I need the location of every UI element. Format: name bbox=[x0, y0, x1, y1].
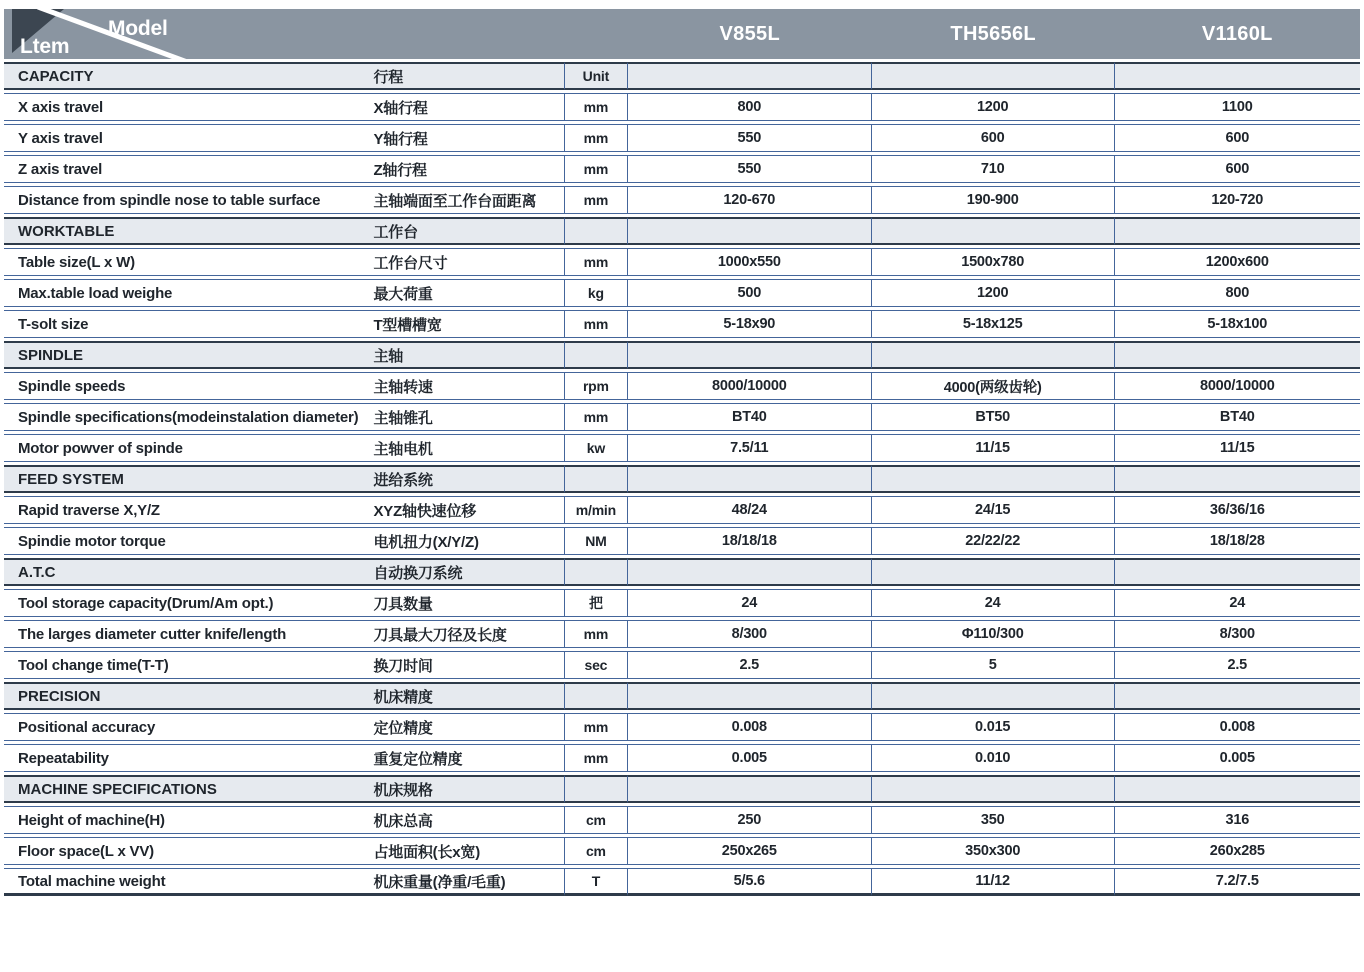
corner-item-label: Ltem bbox=[20, 35, 70, 58]
spec-name-en: Distance from spindle nose to table surface bbox=[4, 186, 371, 214]
spec-name-zh: 主轴锥孔 bbox=[371, 403, 564, 431]
spec-unit: mm bbox=[564, 186, 628, 214]
section-title-zh: 主轴 bbox=[371, 341, 564, 369]
spec-value: 2.5 bbox=[628, 651, 872, 679]
section-empty-cell bbox=[872, 682, 1115, 710]
spec-value: 8/300 bbox=[1115, 620, 1360, 648]
spec-row bbox=[4, 620, 1360, 648]
spec-row bbox=[4, 713, 1360, 741]
spec-row bbox=[4, 403, 1360, 431]
spec-value: 250x265 bbox=[628, 837, 872, 865]
spec-name-en: The larges diameter cutter knife/length bbox=[4, 620, 371, 648]
spec-value: 316 bbox=[1115, 806, 1360, 834]
section-title-zh: 进给系统 bbox=[371, 465, 564, 493]
section-empty-cell bbox=[628, 558, 872, 586]
spec-name-zh: 刀具最大刀径及长度 bbox=[371, 620, 564, 648]
model-column-header-2: TH5656L bbox=[872, 9, 1115, 59]
spec-value: 11/15 bbox=[1115, 434, 1360, 462]
spec-row bbox=[4, 434, 1360, 462]
spec-unit: rpm bbox=[564, 372, 628, 400]
spec-value: 800 bbox=[1115, 279, 1360, 307]
spec-name-zh: 主轴端面至工作台面距离 bbox=[371, 186, 564, 214]
spec-unit: T bbox=[564, 868, 628, 896]
spec-name-en: Table size(L x W) bbox=[4, 248, 371, 276]
spec-name-en: Spindle specifications(modeinstalation diameter) bbox=[4, 403, 371, 431]
spec-value: 1200 bbox=[872, 93, 1115, 121]
spec-name-zh: 重复定位精度 bbox=[371, 744, 564, 772]
section-empty-cell bbox=[872, 775, 1115, 803]
section-unit-label bbox=[564, 341, 628, 369]
spec-value: 1000x550 bbox=[628, 248, 872, 276]
section-empty-cell bbox=[1115, 558, 1360, 586]
spec-value: 36/36/16 bbox=[1115, 496, 1360, 524]
spec-name-zh: 机床重量(净重/毛重) bbox=[371, 868, 564, 896]
spec-value: 1200 bbox=[872, 279, 1115, 307]
spec-row bbox=[4, 372, 1360, 400]
spec-row bbox=[4, 248, 1360, 276]
spec-row bbox=[4, 589, 1360, 617]
section-empty-cell bbox=[872, 465, 1115, 493]
spec-value: 500 bbox=[628, 279, 872, 307]
section-empty-cell bbox=[1115, 341, 1360, 369]
spec-name-en: Tool change time(T-T) bbox=[4, 651, 371, 679]
spec-unit: kg bbox=[564, 279, 628, 307]
spec-value: 600 bbox=[1115, 124, 1360, 152]
spec-unit: m/min bbox=[564, 496, 628, 524]
spec-value: 710 bbox=[872, 155, 1115, 183]
section-title-zh: 工作台 bbox=[371, 217, 564, 245]
spec-unit: mm bbox=[564, 713, 628, 741]
spec-value: 7.5/11 bbox=[628, 434, 872, 462]
spec-name-zh: 刀具数量 bbox=[371, 589, 564, 617]
spec-unit: mm bbox=[564, 310, 628, 338]
spec-unit: kw bbox=[564, 434, 628, 462]
spec-value: 0.005 bbox=[628, 744, 872, 772]
spec-name-zh: 工作台尺寸 bbox=[371, 248, 564, 276]
spec-unit: cm bbox=[564, 837, 628, 865]
spec-name-en: Height of machine(H) bbox=[4, 806, 371, 834]
spec-value: 550 bbox=[628, 155, 872, 183]
spec-value: 5-18x100 bbox=[1115, 310, 1360, 338]
spec-value: 0.008 bbox=[628, 713, 872, 741]
spec-name-zh: 电机扭力(X/Y/Z) bbox=[371, 527, 564, 555]
spec-value: 600 bbox=[872, 124, 1115, 152]
spec-name-zh: XYZ轴快速位移 bbox=[371, 496, 564, 524]
spec-value: 18/18/18 bbox=[628, 527, 872, 555]
spec-name-en: Floor space(L x VV) bbox=[4, 837, 371, 865]
section-empty-cell bbox=[1115, 465, 1360, 493]
spec-value: 120-670 bbox=[628, 186, 872, 214]
spec-row bbox=[4, 155, 1360, 183]
model-column-header-1: V855L bbox=[628, 9, 872, 59]
section-title-en: SPINDLE bbox=[4, 341, 371, 369]
spec-value: 120-720 bbox=[1115, 186, 1360, 214]
spec-value: 8/300 bbox=[628, 620, 872, 648]
section-unit-label: Unit bbox=[564, 62, 628, 90]
section-title-en: MACHINE SPECIFICATIONS bbox=[4, 775, 371, 803]
spec-value: 350 bbox=[872, 806, 1115, 834]
section-header-row bbox=[4, 775, 1360, 803]
spec-unit: mm bbox=[564, 248, 628, 276]
spec-name-en: Z axis travel bbox=[4, 155, 371, 183]
machine-spec-table bbox=[4, 6, 1360, 899]
section-unit-label bbox=[564, 465, 628, 493]
spec-name-zh: Y轴行程 bbox=[371, 124, 564, 152]
section-empty-cell bbox=[872, 217, 1115, 245]
spec-unit: mm bbox=[564, 403, 628, 431]
spec-value: Φ110/300 bbox=[872, 620, 1115, 648]
section-title-zh: 行程 bbox=[371, 62, 564, 90]
spec-value: 5 bbox=[872, 651, 1115, 679]
spec-value: 0.010 bbox=[872, 744, 1115, 772]
spec-value: 250 bbox=[628, 806, 872, 834]
section-empty-cell bbox=[1115, 682, 1360, 710]
spec-name-zh: 换刀时间 bbox=[371, 651, 564, 679]
spec-name-zh: 主轴转速 bbox=[371, 372, 564, 400]
spec-name-en: Motor powver of spinde bbox=[4, 434, 371, 462]
spec-value: 1500x780 bbox=[872, 248, 1115, 276]
spec-value: 5/5.6 bbox=[628, 868, 872, 896]
spec-row bbox=[4, 310, 1360, 338]
spec-row bbox=[4, 93, 1360, 121]
section-unit-label bbox=[564, 217, 628, 245]
spec-value: 0.015 bbox=[872, 713, 1115, 741]
section-title-en: A.T.C bbox=[4, 558, 371, 586]
section-title-zh: 机床精度 bbox=[371, 682, 564, 710]
spec-value: 2.5 bbox=[1115, 651, 1360, 679]
spec-name-en: X axis travel bbox=[4, 93, 371, 121]
spec-row bbox=[4, 279, 1360, 307]
spec-name-zh: 主轴电机 bbox=[371, 434, 564, 462]
spec-row bbox=[4, 651, 1360, 679]
spec-value: 8000/10000 bbox=[1115, 372, 1360, 400]
section-unit-label bbox=[564, 775, 628, 803]
model-column-header-3: V1160L bbox=[1115, 9, 1360, 59]
spec-unit: mm bbox=[564, 124, 628, 152]
section-empty-cell bbox=[628, 62, 872, 90]
section-empty-cell bbox=[628, 465, 872, 493]
spec-row bbox=[4, 124, 1360, 152]
spec-name-zh: Z轴行程 bbox=[371, 155, 564, 183]
spec-value: 260x285 bbox=[1115, 837, 1360, 865]
spec-value: 48/24 bbox=[628, 496, 872, 524]
spec-unit: NM bbox=[564, 527, 628, 555]
section-title-en: FEED SYSTEM bbox=[4, 465, 371, 493]
spec-unit: mm bbox=[564, 744, 628, 772]
diagonal-split-graphic bbox=[4, 9, 204, 59]
section-title-en: PRECISION bbox=[4, 682, 371, 710]
spec-value: 600 bbox=[1115, 155, 1360, 183]
spec-unit: cm bbox=[564, 806, 628, 834]
spec-value: 5-18x90 bbox=[628, 310, 872, 338]
spec-name-en: T-solt size bbox=[4, 310, 371, 338]
spec-name-en: Repeatability bbox=[4, 744, 371, 772]
spec-table-header bbox=[4, 9, 1360, 59]
spec-value: 0.008 bbox=[1115, 713, 1360, 741]
spec-name-zh: 机床总高 bbox=[371, 806, 564, 834]
section-title-en: CAPACITY bbox=[4, 62, 371, 90]
spec-name-en: Total machine weight bbox=[4, 868, 371, 896]
spec-name-zh: X轴行程 bbox=[371, 93, 564, 121]
spec-row bbox=[4, 527, 1360, 555]
spec-row bbox=[4, 868, 1360, 896]
spec-value: 7.2/7.5 bbox=[1115, 868, 1360, 896]
section-header-row bbox=[4, 558, 1360, 586]
spec-value: 0.005 bbox=[1115, 744, 1360, 772]
spec-value: 8000/10000 bbox=[628, 372, 872, 400]
spec-value: 18/18/28 bbox=[1115, 527, 1360, 555]
section-empty-cell bbox=[628, 775, 872, 803]
spec-value: 4000(两级齿轮) bbox=[872, 372, 1115, 400]
spec-value: BT50 bbox=[872, 403, 1115, 431]
section-empty-cell bbox=[1115, 217, 1360, 245]
spec-name-en: Positional accuracy bbox=[4, 713, 371, 741]
spec-unit: mm bbox=[564, 155, 628, 183]
spec-name-zh: 最大荷重 bbox=[371, 279, 564, 307]
spec-value: 11/15 bbox=[872, 434, 1115, 462]
spec-value: 1100 bbox=[1115, 93, 1360, 121]
section-empty-cell bbox=[628, 682, 872, 710]
spec-name-en: Rapid traverse X,Y/Z bbox=[4, 496, 371, 524]
spec-value: 550 bbox=[628, 124, 872, 152]
spec-value: 350x300 bbox=[872, 837, 1115, 865]
spec-name-zh: 占地面积(长x宽) bbox=[371, 837, 564, 865]
section-header-row bbox=[4, 341, 1360, 369]
section-header-row bbox=[4, 217, 1360, 245]
section-title-zh: 自动换刀系统 bbox=[371, 558, 564, 586]
spec-name-en: Spindie motor torque bbox=[4, 527, 371, 555]
section-header-row bbox=[4, 682, 1360, 710]
spec-value: 800 bbox=[628, 93, 872, 121]
spec-value: BT40 bbox=[628, 403, 872, 431]
spec-name-en: Spindle speeds bbox=[4, 372, 371, 400]
spec-unit: mm bbox=[564, 93, 628, 121]
spec-value: 11/12 bbox=[872, 868, 1115, 896]
model-header-row bbox=[4, 9, 1360, 59]
spec-row bbox=[4, 837, 1360, 865]
spec-row bbox=[4, 186, 1360, 214]
section-header-row bbox=[4, 62, 1360, 90]
spec-unit: sec bbox=[564, 651, 628, 679]
section-empty-cell bbox=[1115, 775, 1360, 803]
spec-value: 24/15 bbox=[872, 496, 1115, 524]
spec-value: 22/22/22 bbox=[872, 527, 1115, 555]
section-unit-label bbox=[564, 558, 628, 586]
spec-value: 1200x600 bbox=[1115, 248, 1360, 276]
section-title-en: WORKTABLE bbox=[4, 217, 371, 245]
spec-value: 190-900 bbox=[872, 186, 1115, 214]
spec-value: 24 bbox=[1115, 589, 1360, 617]
section-empty-cell bbox=[628, 217, 872, 245]
section-unit-label bbox=[564, 682, 628, 710]
section-empty-cell bbox=[872, 62, 1115, 90]
corner-model-label: Model bbox=[108, 17, 168, 40]
spec-unit: 把 bbox=[564, 589, 628, 617]
spec-unit: mm bbox=[564, 620, 628, 648]
spec-table-body bbox=[4, 62, 1360, 896]
spec-name-zh: T型槽槽宽 bbox=[371, 310, 564, 338]
section-empty-cell bbox=[1115, 62, 1360, 90]
spec-row bbox=[4, 496, 1360, 524]
section-empty-cell bbox=[872, 558, 1115, 586]
section-empty-cell bbox=[872, 341, 1115, 369]
item-model-corner-cell bbox=[4, 9, 628, 59]
section-empty-cell bbox=[628, 341, 872, 369]
section-header-row bbox=[4, 465, 1360, 493]
spec-value: 5-18x125 bbox=[872, 310, 1115, 338]
spec-value: 24 bbox=[872, 589, 1115, 617]
spec-value: BT40 bbox=[1115, 403, 1360, 431]
spec-name-en: Y axis travel bbox=[4, 124, 371, 152]
spec-name-en: Tool storage capacity(Drum/Am opt.) bbox=[4, 589, 371, 617]
spec-value: 24 bbox=[628, 589, 872, 617]
section-title-zh: 机床规格 bbox=[371, 775, 564, 803]
spec-name-zh: 定位精度 bbox=[371, 713, 564, 741]
spec-name-en: Max.table load weighe bbox=[4, 279, 371, 307]
spec-row bbox=[4, 744, 1360, 772]
spec-row bbox=[4, 806, 1360, 834]
